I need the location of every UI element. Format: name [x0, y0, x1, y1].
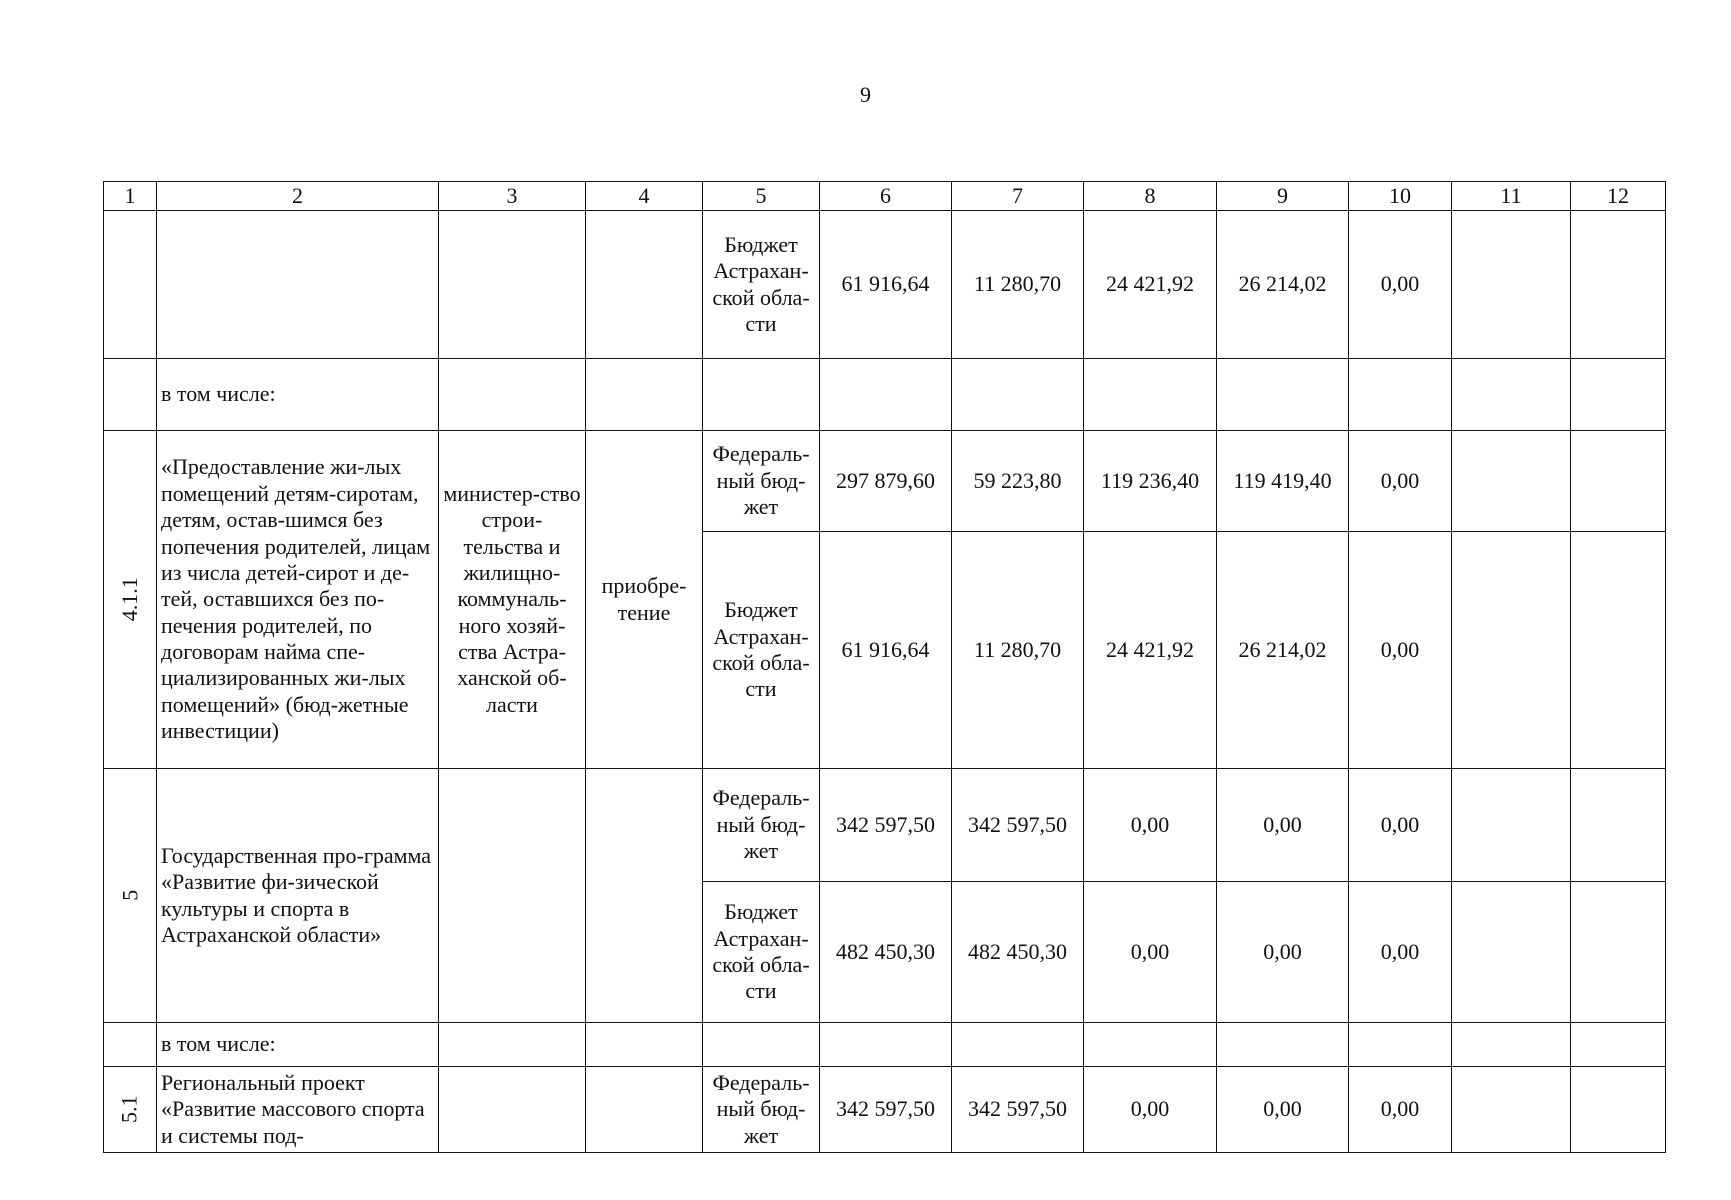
empty-cell — [1217, 1023, 1349, 1067]
action-cell: приобре-тение — [586, 431, 703, 769]
budget-table — [103, 181, 1666, 1153]
empty-cell — [1571, 532, 1666, 769]
header-cell: 9 — [1217, 182, 1349, 211]
value-cell: 0,00 — [1217, 1067, 1349, 1153]
empty-cell — [1452, 1067, 1571, 1153]
value-cell: 0,00 — [1349, 532, 1452, 769]
empty-cell — [703, 359, 820, 431]
empty-cell — [1349, 359, 1452, 431]
row-number-text: 5 — [116, 889, 142, 901]
item-name: Региональный проект «Развитие массового спорта и системы под- — [157, 1067, 439, 1153]
value-cell: 482 450,30 — [820, 882, 952, 1023]
table-row — [104, 1023, 1666, 1067]
value-cell: 0,00 — [1349, 769, 1452, 882]
value-cell: 342 597,50 — [952, 1067, 1084, 1153]
funding-source: Федераль-ный бюд-жет — [703, 1067, 820, 1153]
value-cell: 59 223,80 — [952, 431, 1084, 532]
empty-cell — [820, 359, 952, 431]
value-cell: 0,00 — [1349, 882, 1452, 1023]
empty-cell — [1452, 431, 1571, 532]
empty-cell — [439, 1023, 586, 1067]
header-cell: 2 — [157, 182, 439, 211]
empty-cell — [703, 1023, 820, 1067]
empty-cell — [439, 1067, 586, 1153]
header-cell: 10 — [1349, 182, 1452, 211]
empty-cell — [1571, 359, 1666, 431]
empty-cell — [1571, 431, 1666, 532]
empty-cell — [439, 769, 586, 1023]
value-cell: 297 879,60 — [820, 431, 952, 532]
empty-cell — [952, 1023, 1084, 1067]
empty-cell — [1571, 1023, 1666, 1067]
item-name: «Предоставление жи-лых помещений детям-сиротам, детям, остав-шимся без попечения родителей, лицам из числа детей-сирот и де-тей, оставшихся без по-печения родителей, по договорам найма спе-циализированных жи-лых помещений» (бюд-жетные инвестиции) — [157, 431, 439, 769]
value-cell: 0,00 — [1084, 769, 1217, 882]
value-cell: 11 280,70 — [952, 211, 1084, 359]
row-number-text: 5.1 — [116, 1095, 142, 1124]
executor-cell: министер-ство строи-тельства и жилищно-коммуналь-ного хозяй-ства Астра-ханской об-ласти — [439, 431, 586, 769]
empty-cell — [1571, 1067, 1666, 1153]
value-cell: 119 419,40 — [1217, 431, 1349, 532]
empty-cell — [1571, 769, 1666, 882]
row-number — [104, 769, 157, 1023]
row-number — [104, 431, 157, 769]
empty-cell — [439, 359, 586, 431]
value-cell: 342 597,50 — [820, 769, 952, 882]
funding-source: Федераль-ный бюд-жет — [703, 769, 820, 882]
value-cell: 342 597,50 — [820, 1067, 952, 1153]
empty-cell — [1452, 359, 1571, 431]
empty-cell — [1452, 1023, 1571, 1067]
empty-cell — [820, 1023, 952, 1067]
row-number-text: 4.1.1 — [116, 577, 142, 622]
table-row — [104, 431, 1666, 532]
value-cell: 119 236,40 — [1084, 431, 1217, 532]
header-cell: 11 — [1452, 182, 1571, 211]
value-cell: 26 214,02 — [1217, 532, 1349, 769]
table-row — [104, 769, 1666, 882]
value-cell: 61 916,64 — [820, 532, 952, 769]
empty-cell — [104, 359, 157, 431]
value-cell: 24 421,92 — [1084, 211, 1217, 359]
header-cell: 5 — [703, 182, 820, 211]
empty-cell — [1452, 532, 1571, 769]
empty-cell — [1452, 211, 1571, 359]
empty-cell — [157, 211, 439, 359]
header-cell: 1 — [104, 182, 157, 211]
empty-cell — [586, 769, 703, 1023]
value-cell: 0,00 — [1349, 211, 1452, 359]
empty-cell — [586, 1023, 703, 1067]
value-cell: 61 916,64 — [820, 211, 952, 359]
funding-source: Бюджет Астрахан-ской обла-сти — [703, 532, 820, 769]
empty-cell — [1571, 211, 1666, 359]
including-label: в том числе: — [157, 1023, 439, 1067]
value-cell: 0,00 — [1217, 769, 1349, 882]
empty-cell — [1349, 1023, 1452, 1067]
item-name: Государственная про-грамма «Развитие фи-зической культуры и спорта в Астраханской области» — [157, 769, 439, 1023]
empty-cell — [104, 211, 157, 359]
header-cell: 8 — [1084, 182, 1217, 211]
empty-cell — [1452, 882, 1571, 1023]
page-number: 9 — [860, 82, 871, 107]
empty-cell — [1084, 1023, 1217, 1067]
empty-cell — [1452, 769, 1571, 882]
row-number — [104, 1067, 157, 1153]
empty-cell — [1084, 359, 1217, 431]
value-cell: 0,00 — [1084, 1067, 1217, 1153]
value-cell: 0,00 — [1349, 1067, 1452, 1153]
empty-cell — [1217, 359, 1349, 431]
value-cell: 24 421,92 — [1084, 532, 1217, 769]
empty-cell — [1571, 882, 1666, 1023]
header-cell: 12 — [1571, 182, 1666, 211]
empty-cell — [952, 359, 1084, 431]
table-row — [104, 359, 1666, 431]
value-cell: 0,00 — [1217, 882, 1349, 1023]
including-label: в том числе: — [157, 359, 439, 431]
empty-cell — [104, 1023, 157, 1067]
value-cell: 11 280,70 — [952, 532, 1084, 769]
empty-cell — [586, 211, 703, 359]
empty-cell — [586, 1067, 703, 1153]
value-cell: 0,00 — [1084, 882, 1217, 1023]
value-cell: 26 214,02 — [1217, 211, 1349, 359]
funding-source: Бюджет Астрахан-ской обла-сти — [703, 211, 820, 359]
header-row — [104, 182, 1666, 211]
table-row — [104, 211, 1666, 359]
funding-source: Федераль-ный бюд-жет — [703, 431, 820, 532]
header-cell: 7 — [952, 182, 1084, 211]
table-row — [104, 1067, 1666, 1153]
funding-source: Бюджет Астрахан-ской обла-сти — [703, 882, 820, 1023]
header-cell: 3 — [439, 182, 586, 211]
value-cell: 0,00 — [1349, 431, 1452, 532]
empty-cell — [586, 359, 703, 431]
header-cell: 4 — [586, 182, 703, 211]
header-cell: 6 — [820, 182, 952, 211]
empty-cell — [439, 211, 586, 359]
value-cell: 342 597,50 — [952, 769, 1084, 882]
value-cell: 482 450,30 — [952, 882, 1084, 1023]
